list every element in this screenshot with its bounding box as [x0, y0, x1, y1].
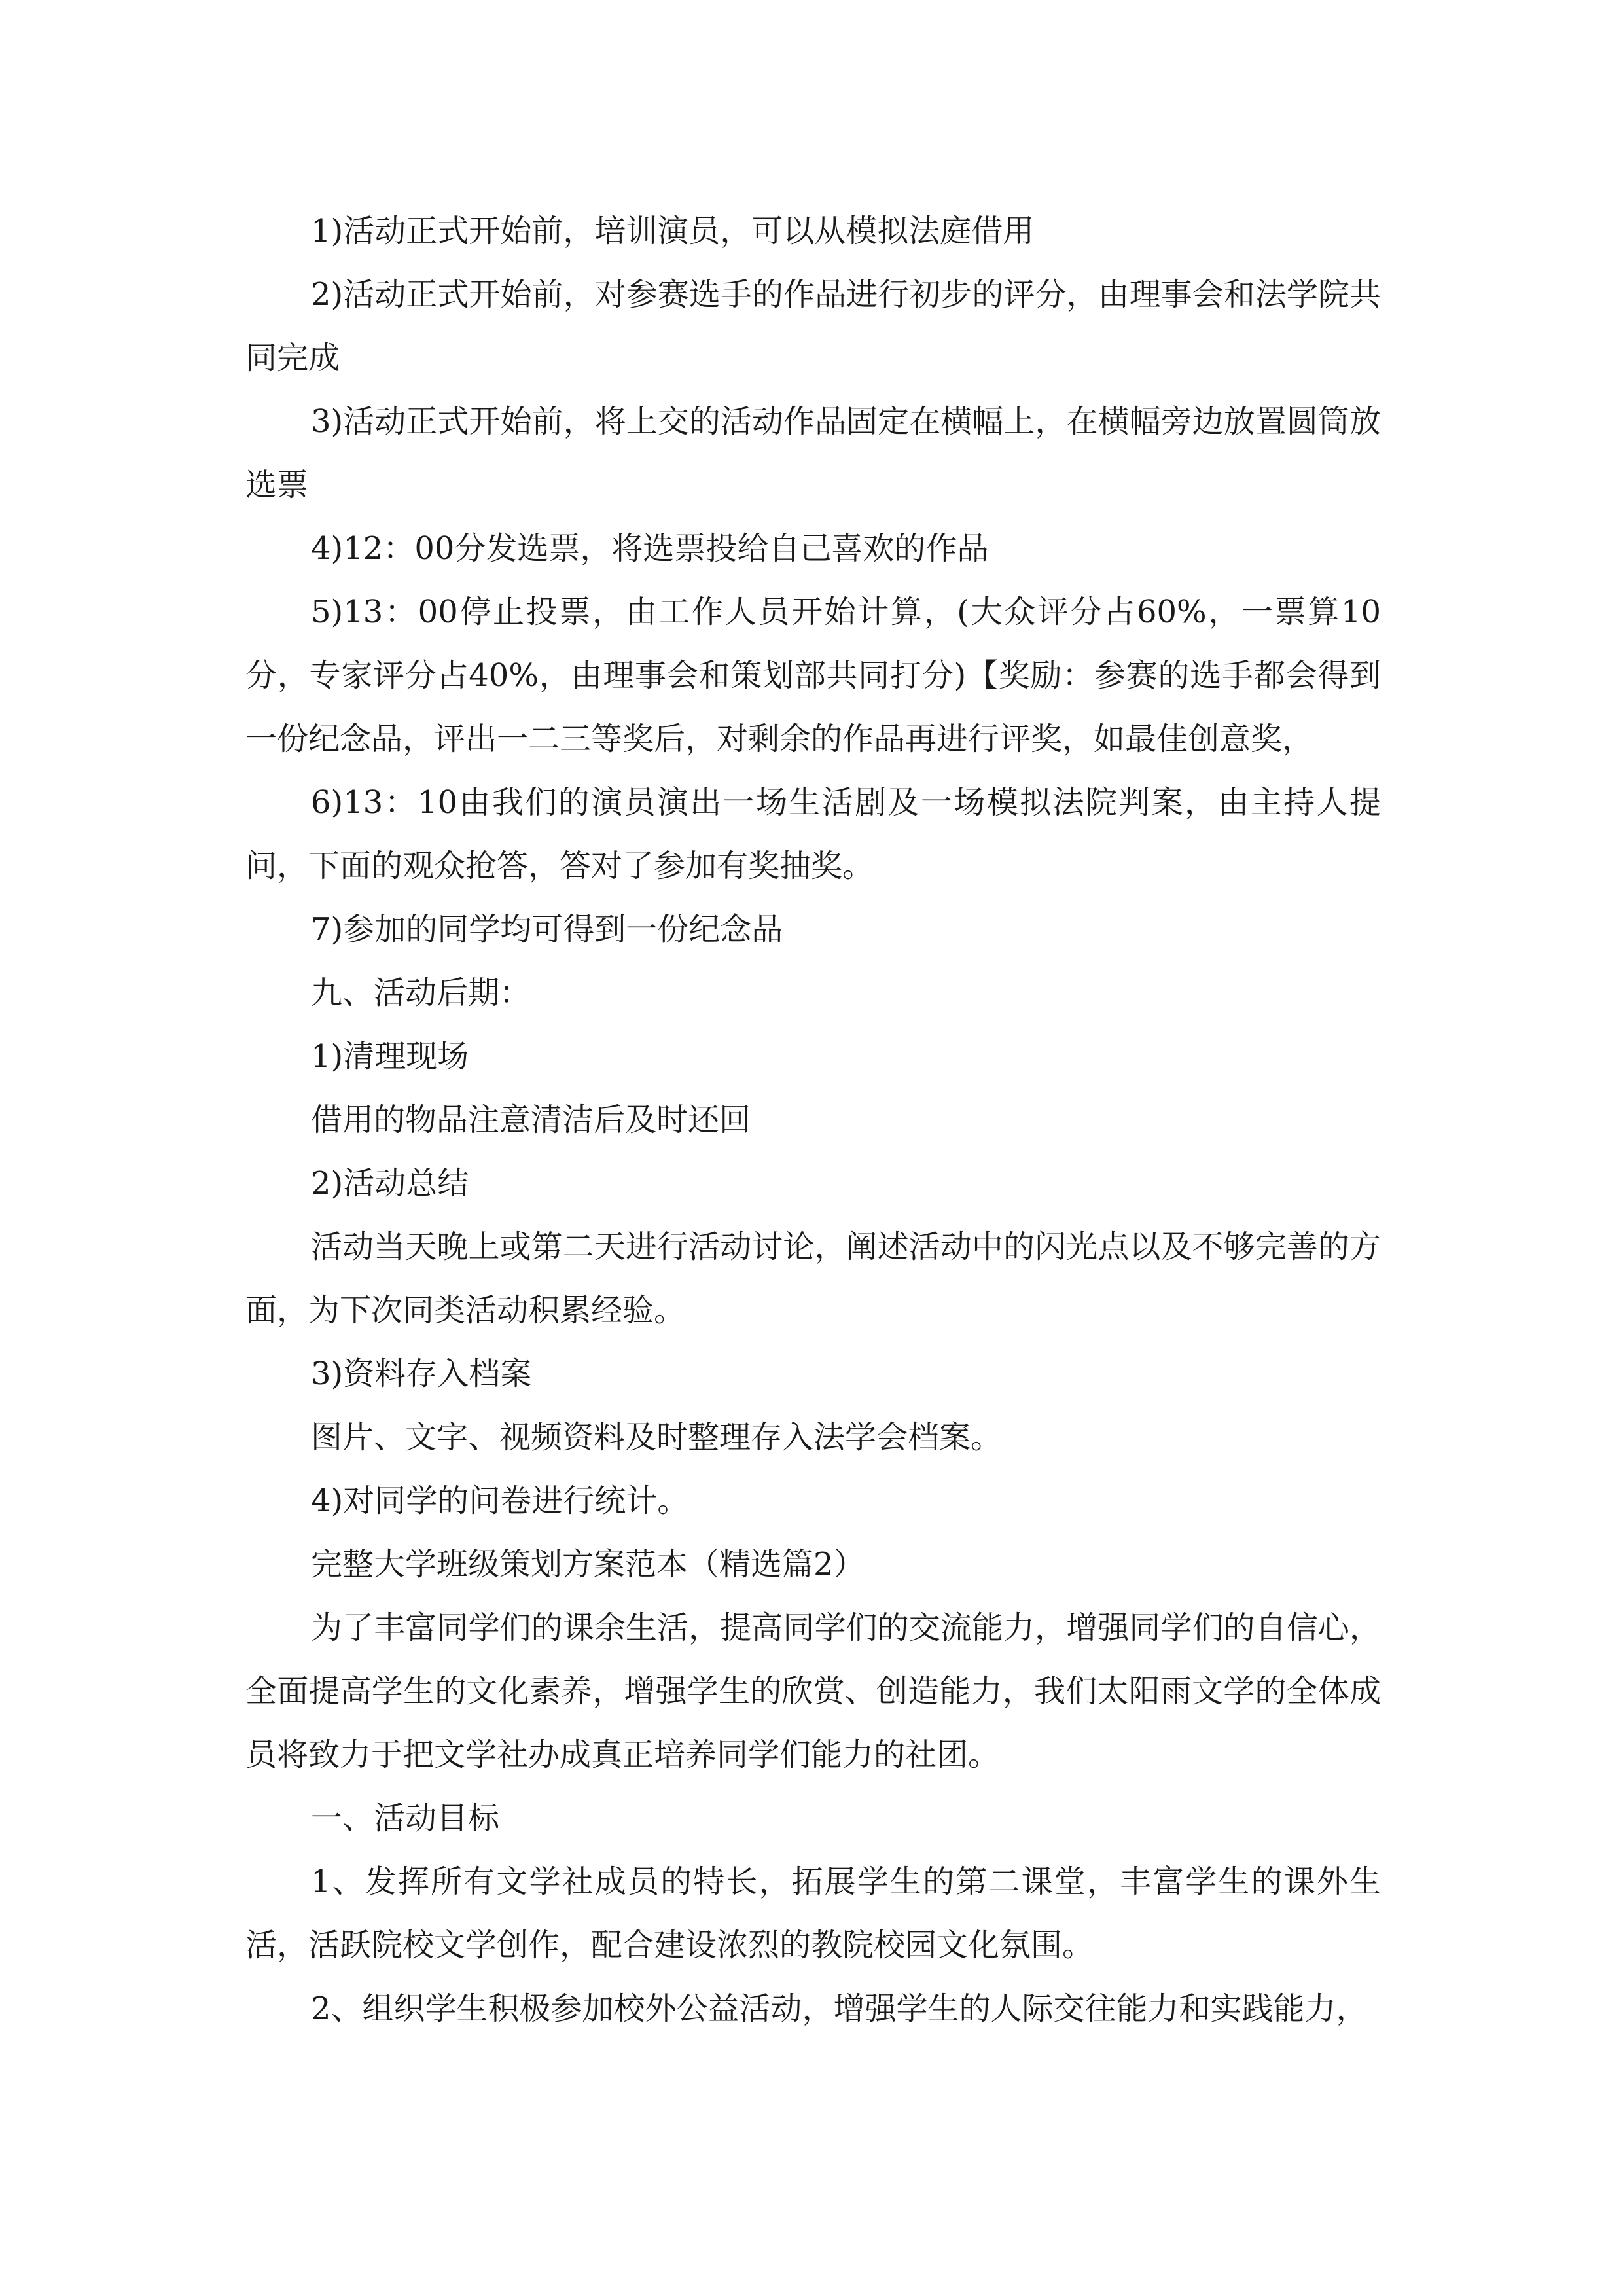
paragraph: 2、组织学生积极参加校外公益活动，增强学生的人际交往能力和实践能力，: [311, 1990, 1368, 2027]
paragraph: 6)13：10由我们的演员演出一场生活剧及一场模拟法院判案，由主持人提问，下面的观众抢答，答对了参加有奖抽奖。: [245, 784, 1381, 884]
paragraph: 4)对同学的问卷进行统计。: [311, 1482, 689, 1519]
section-heading: 一、活动目标: [311, 1800, 500, 1837]
paragraph: 7)参加的同学均可得到一份纪念品: [311, 911, 783, 948]
paragraph: 借用的物品注意清洁后及时还回: [311, 1102, 751, 1138]
paragraph: 1)活动正式开始前，培训演员，可以从模拟法庭借用: [311, 213, 1035, 249]
paragraph: 1、发挥所有文学社成员的特长，拓展学生的第二课堂，丰富学生的课外生活，活跃院校文学创作，配合建设浓烈的教院校园文化氛围。: [245, 1863, 1381, 1964]
paragraph: 5)13：00停止投票，由工作人员开始计算，(大众评分占60%，一票算10分，专家评分占40%，由理事会和策划部共同打分)【奖励：参赛的选手都会得到一份纪念品，评出一二三等奖后，对剩余的作品再进行评奖，如最佳创意奖，: [245, 594, 1381, 757]
paragraph: 4)12：00分发选票，将选票投给自己喜欢的作品: [311, 530, 989, 567]
paragraph: 2)活动正式开始前，对参赛选手的作品进行初步的评分，由理事会和法学院共同完成: [245, 276, 1381, 376]
section-heading: 九、活动后期：: [311, 975, 531, 1011]
paragraph: 活动当天晚上或第二天进行活动讨论，阐述活动中的闪光点以及不够完善的方面，为下次同类活动积累经验。: [245, 1229, 1381, 1329]
document-body: [245, 200, 1381, 2041]
paragraph: 3)活动正式开始前，将上交的活动作品固定在横幅上，在横幅旁边放置圆筒放选票: [245, 403, 1381, 503]
paragraph: 图片、文字、视频资料及时整理存入法学会档案。: [311, 1419, 1003, 1456]
paragraph: 3)资料存入档案: [311, 1355, 532, 1392]
paragraph: 2)活动总结: [311, 1165, 469, 1202]
paragraph: 1)清理现场: [311, 1038, 469, 1075]
article-title: 完整大学班级策划方案范本（精选篇2）: [311, 1546, 865, 1583]
paragraph: 为了丰富同学们的课余生活，提高同学们的交流能力，增强同学们的自信心，全面提高学生的文化素养，增强学生的欣赏、创造能力，我们太阳雨文学的全体成员将致力于把文学社办成真正培养同学们能力的社团。: [245, 1609, 1381, 1773]
